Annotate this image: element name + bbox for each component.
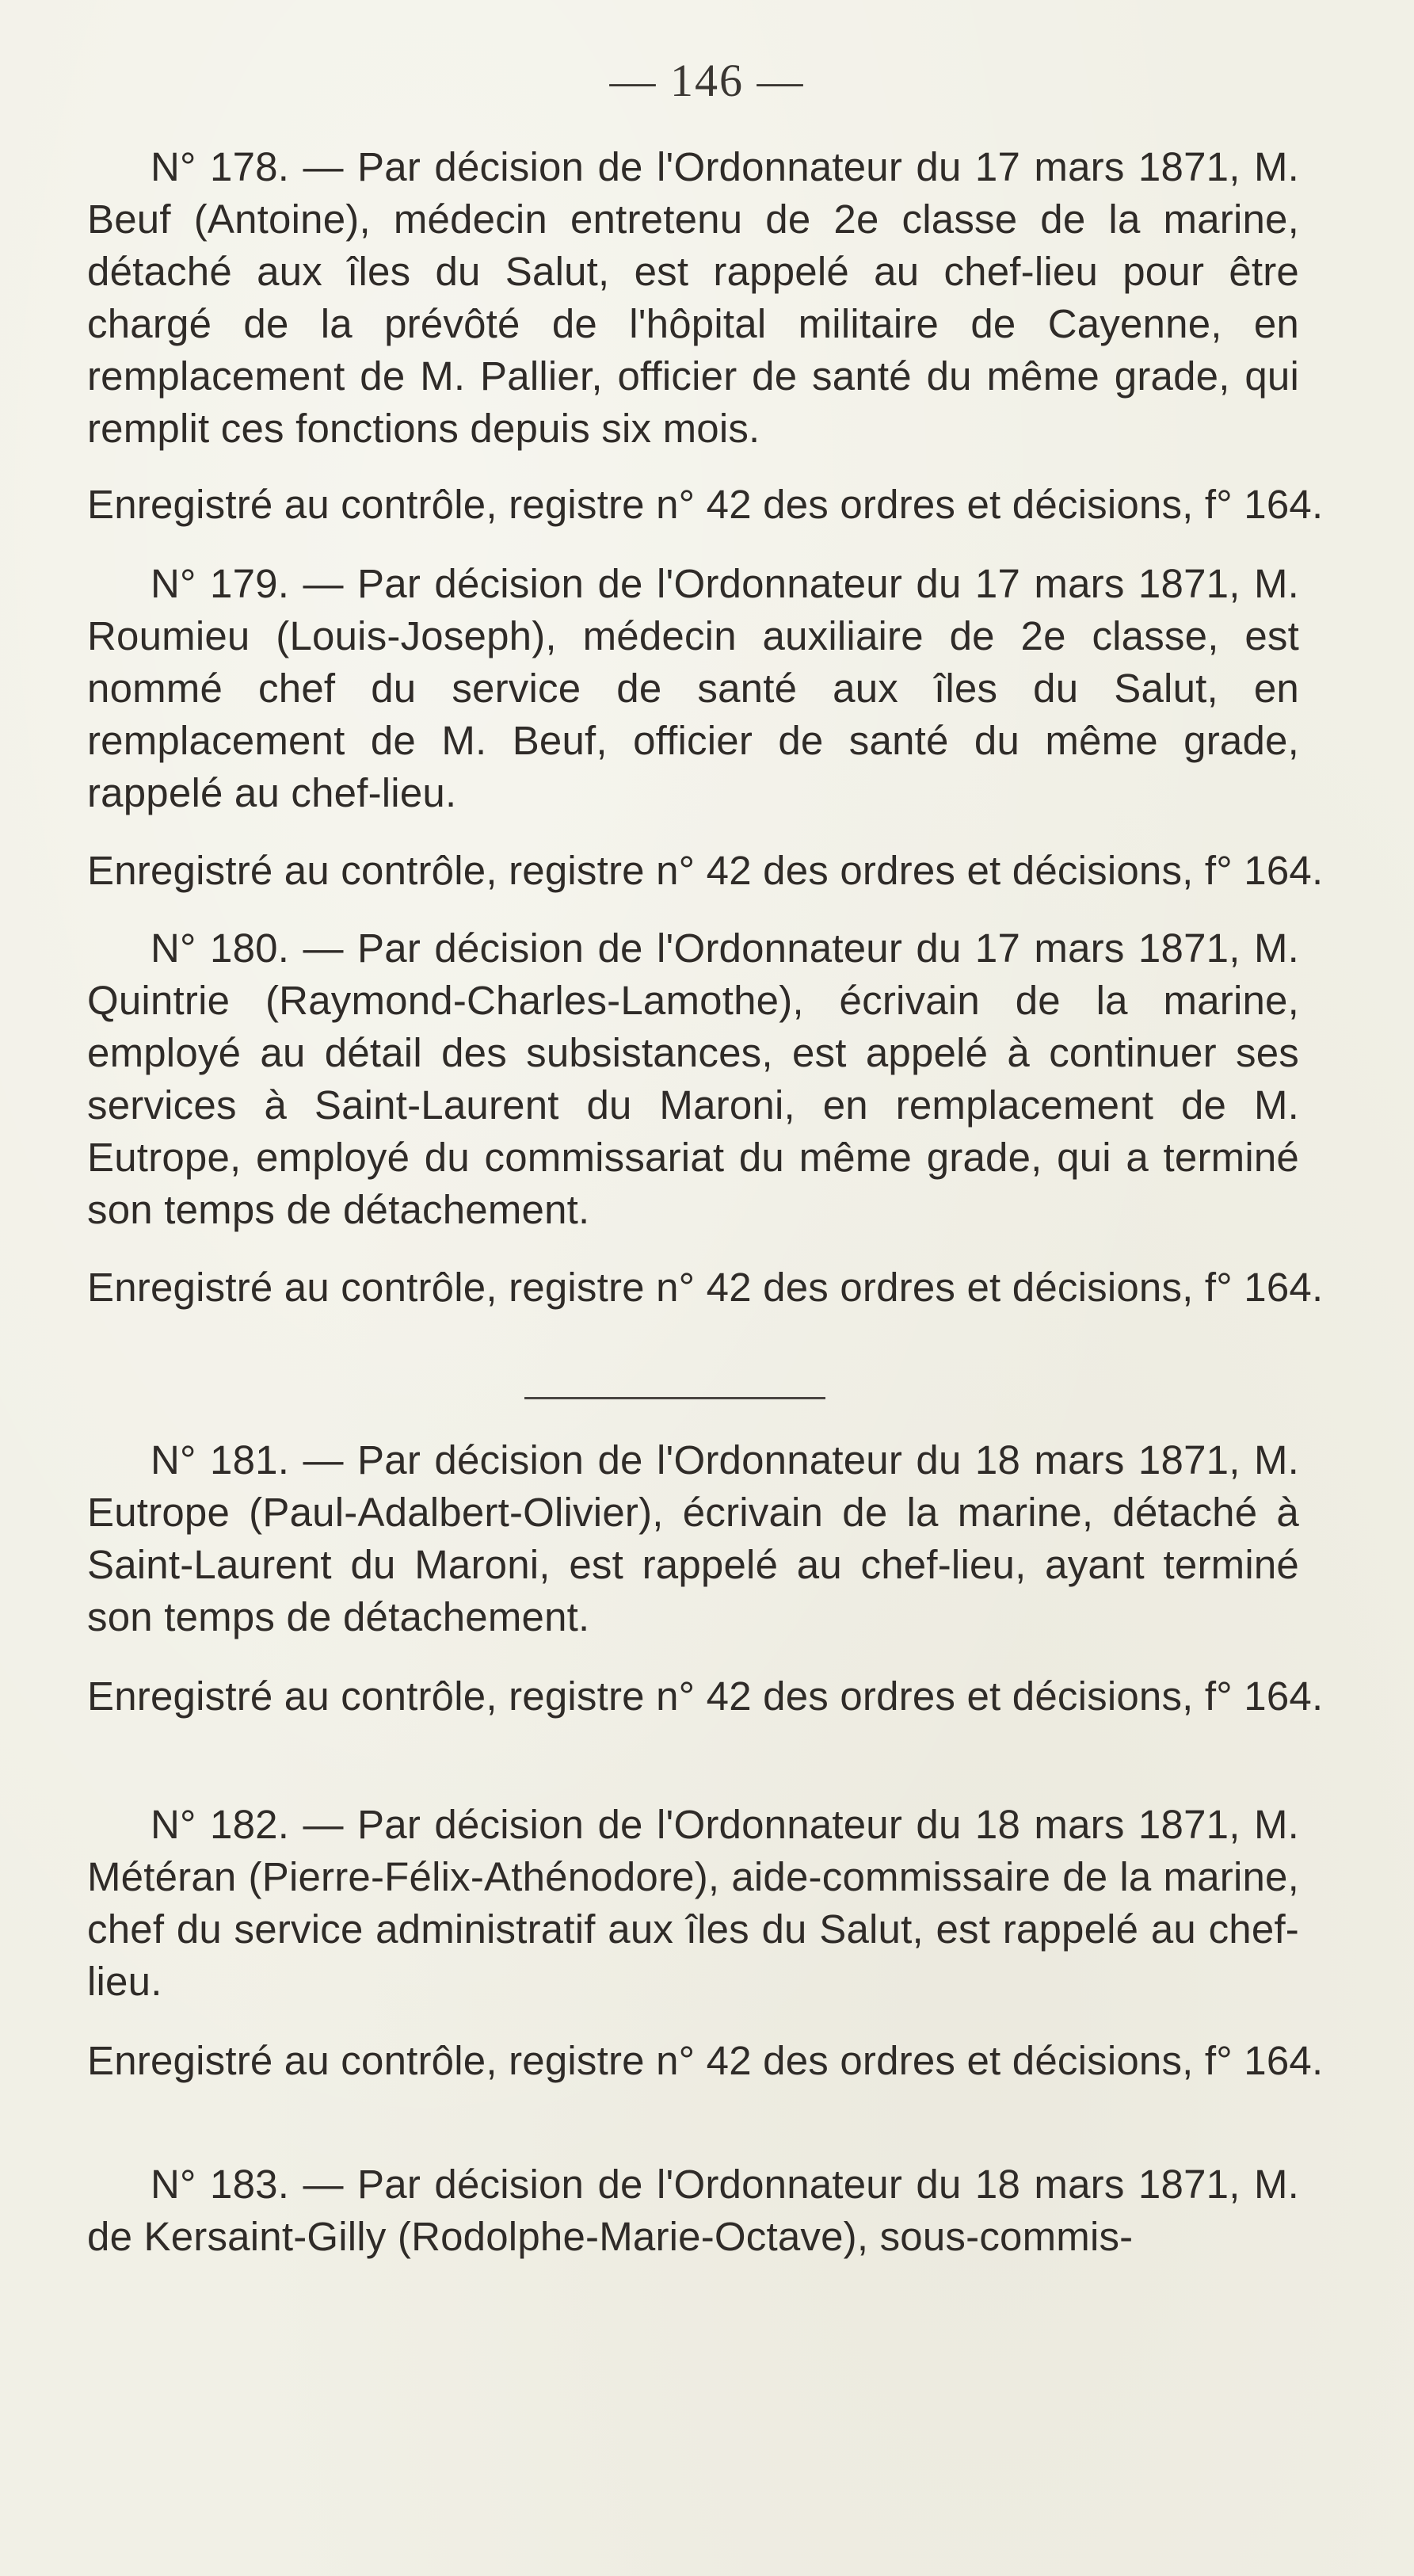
decision-text-body: N° 181. — Par décision de l'Ordonnateur du 18 mars 1871, M. Eutrope (Paul-Adalbert-Olivier), écrivain de la marine, détaché à Saint-Laurent du Maroni, est rappelé au chef-lieu, ayant terminé son temps de détachement. [87,1437,1299,1639]
registry-note: Enregistré au contrôle, registre n° 42 des ordres et décisions, f° 164. [87,1265,1324,1310]
page-number: — 146 — [609,55,805,106]
decision-text [87,922,1299,1236]
decision-text [87,1799,1299,2008]
decision-text [87,141,1299,455]
decision-entry-181 [87,1434,1324,1723]
decision-entry-183 [87,2158,1299,2263]
section-separator [524,1397,825,1399]
decision-text [87,2158,1299,2263]
registry-note: Enregistré au contrôle, registre n° 42 des ordres et décisions, f° 164. [87,1673,1324,1719]
decision-entry-180 [87,922,1324,1314]
decision-entry-182 [87,1799,1324,2087]
decision-text [87,558,1299,819]
decision-text-body: N° 182. — Par décision de l'Ordonnateur du 18 mars 1871, M. Météran (Pierre-Félix-Athénodore), aide-commissaire de la marine, chef du service administratif aux îles du Salut, est rappelé au chef-lieu. [87,1802,1299,2004]
decision-entry-179 [87,558,1324,897]
decision-text-body: N° 183. — Par décision de l'Ordonnateur du 18 mars 1871, M. de Kersaint-Gilly (Rodolphe-Marie-Octave), sous-commis- [87,2162,1299,2259]
registry-note: Enregistré au contrôle, registre n° 42 des ordres et décisions, f° 164. [87,2038,1324,2083]
decision-text-body: N° 180. — Par décision de l'Ordonnateur du 17 mars 1871, M. Quintrie (Raymond-Charles-Lamothe), écrivain de la marine, employé au détail des subsistances, est appelé à continuer ses services à Saint-Laurent du Maroni, en remplacement de M. Eutrope, employé du commissariat du même grade, qui a terminé son temps de détachement. [87,925,1299,1232]
decision-text-body: N° 179. — Par décision de l'Ordonnateur du 17 mars 1871, M. Roumieu (Louis-Joseph), médecin auxiliaire de 2e classe, est nommé chef du service de santé aux îles du Salut, en remplacement de M. Beuf, officier de santé du même grade, rappelé au chef-lieu. [87,561,1299,815]
decision-entry-178 [87,141,1324,531]
decision-text-body: N° 178. — Par décision de l'Ordonnateur du 17 mars 1871, M. Beuf (Antoine), médecin entretenu de 2e classe de la marine, détaché aux îles du Salut, est rappelé au chef-lieu pour être chargé de la prévôté de l'hôpital militaire de Cayenne, en remplacement de M. Pallier, officier de santé du même grade, qui remplit ces fonctions depuis six mois. [87,144,1299,451]
decision-text [87,1434,1299,1643]
registry-note: Enregistré au contrôle, registre n° 42 des ordres et décisions, f° 164. [87,848,1324,893]
registry-note: Enregistré au contrôle, registre n° 42 des ordres et décisions, f° 164. [87,482,1324,527]
